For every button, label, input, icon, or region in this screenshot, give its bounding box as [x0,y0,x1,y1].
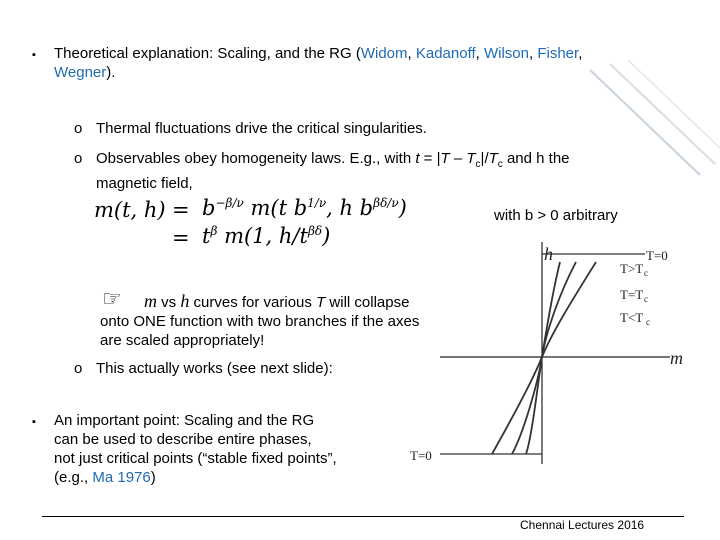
footer-rule [42,516,684,517]
sub1-marker: o [74,120,83,137]
sub3-text: This actually works (see next slide): [96,360,333,377]
figure-curve-below-tc [526,262,560,454]
equation-row1: $b^{-\beta/\nu}$ m(t $b^{1/\nu}$, h $b^{\beta\delta/\nu}$) [202,196,407,220]
bullet1-marker: ▪ [32,49,36,61]
figure-label-above-tc: T>T [620,261,644,276]
svg-text:c: c [644,294,648,304]
figure-label-m: m [670,348,683,368]
figure-label-h: h [544,244,553,264]
link-kadanoff[interactable]: Kadanoff [415,45,476,62]
link-widom[interactable]: Widom [360,45,408,62]
sub2-text: Observables obey homogeneity laws. E.g., with $t = |T - T_c|/T_c$ and h the magnetic field, [96,150,570,192]
sub3-marker: o [74,360,83,377]
sub1-text: Thermal fluctuations drive the critical singularities. [96,120,427,137]
condition-text: with b > 0 arbitrary [494,207,618,224]
magnetization-figure [400,232,700,472]
decorative-diagonal-lines [580,60,720,180]
bullet2-text: An important point: Scaling and the RG can be used to describe entire phases, not just critical points (“stable fixed points”, (e.g., Ma 1976) [54,412,337,486]
equation-row2: $t^\beta$ m(1, $h/t^{\beta\delta}$) [202,224,331,248]
figure-label-t0-bottom: T=0 [410,448,432,463]
equation-eq-2: = [172,226,190,250]
link-fisher[interactable]: Fisher [537,45,579,62]
pointer-text: m vs h curves for various T will collapse onto ONE function with two branches if the axes are scaled appropriately! [100,291,420,349]
link-wegner[interactable]: Wegner [54,64,107,81]
figure-label-below-tc: T<T [620,310,644,325]
scaling-equation [90,194,440,260]
pointing-hand-icon: ☞ [102,286,122,311]
link-wilson[interactable]: Wilson [483,45,529,62]
footer-text: Chennai Lectures 2016 [520,518,645,532]
sub2-marker: o [74,150,83,167]
figure-label-at-tc: T=T [620,287,644,302]
figure-curve-at-tc [512,262,576,454]
figure-curve-above-tc [492,262,596,454]
svg-text:c: c [646,317,650,327]
figure-label-t0-top: T=0 [646,248,668,263]
bullet1-text: Theoretical explanation: Scaling, and the RG (Widom, Kadanoff, Wilson, Fisher, Wegner). [54,45,583,81]
link-ma-1976[interactable]: Ma 1976 [92,469,151,486]
bullet2-marker: ▪ [32,416,36,428]
equation-lhs: m(t, h) [94,198,166,222]
svg-text:c: c [644,268,648,278]
equation-eq-1: = [172,198,190,222]
